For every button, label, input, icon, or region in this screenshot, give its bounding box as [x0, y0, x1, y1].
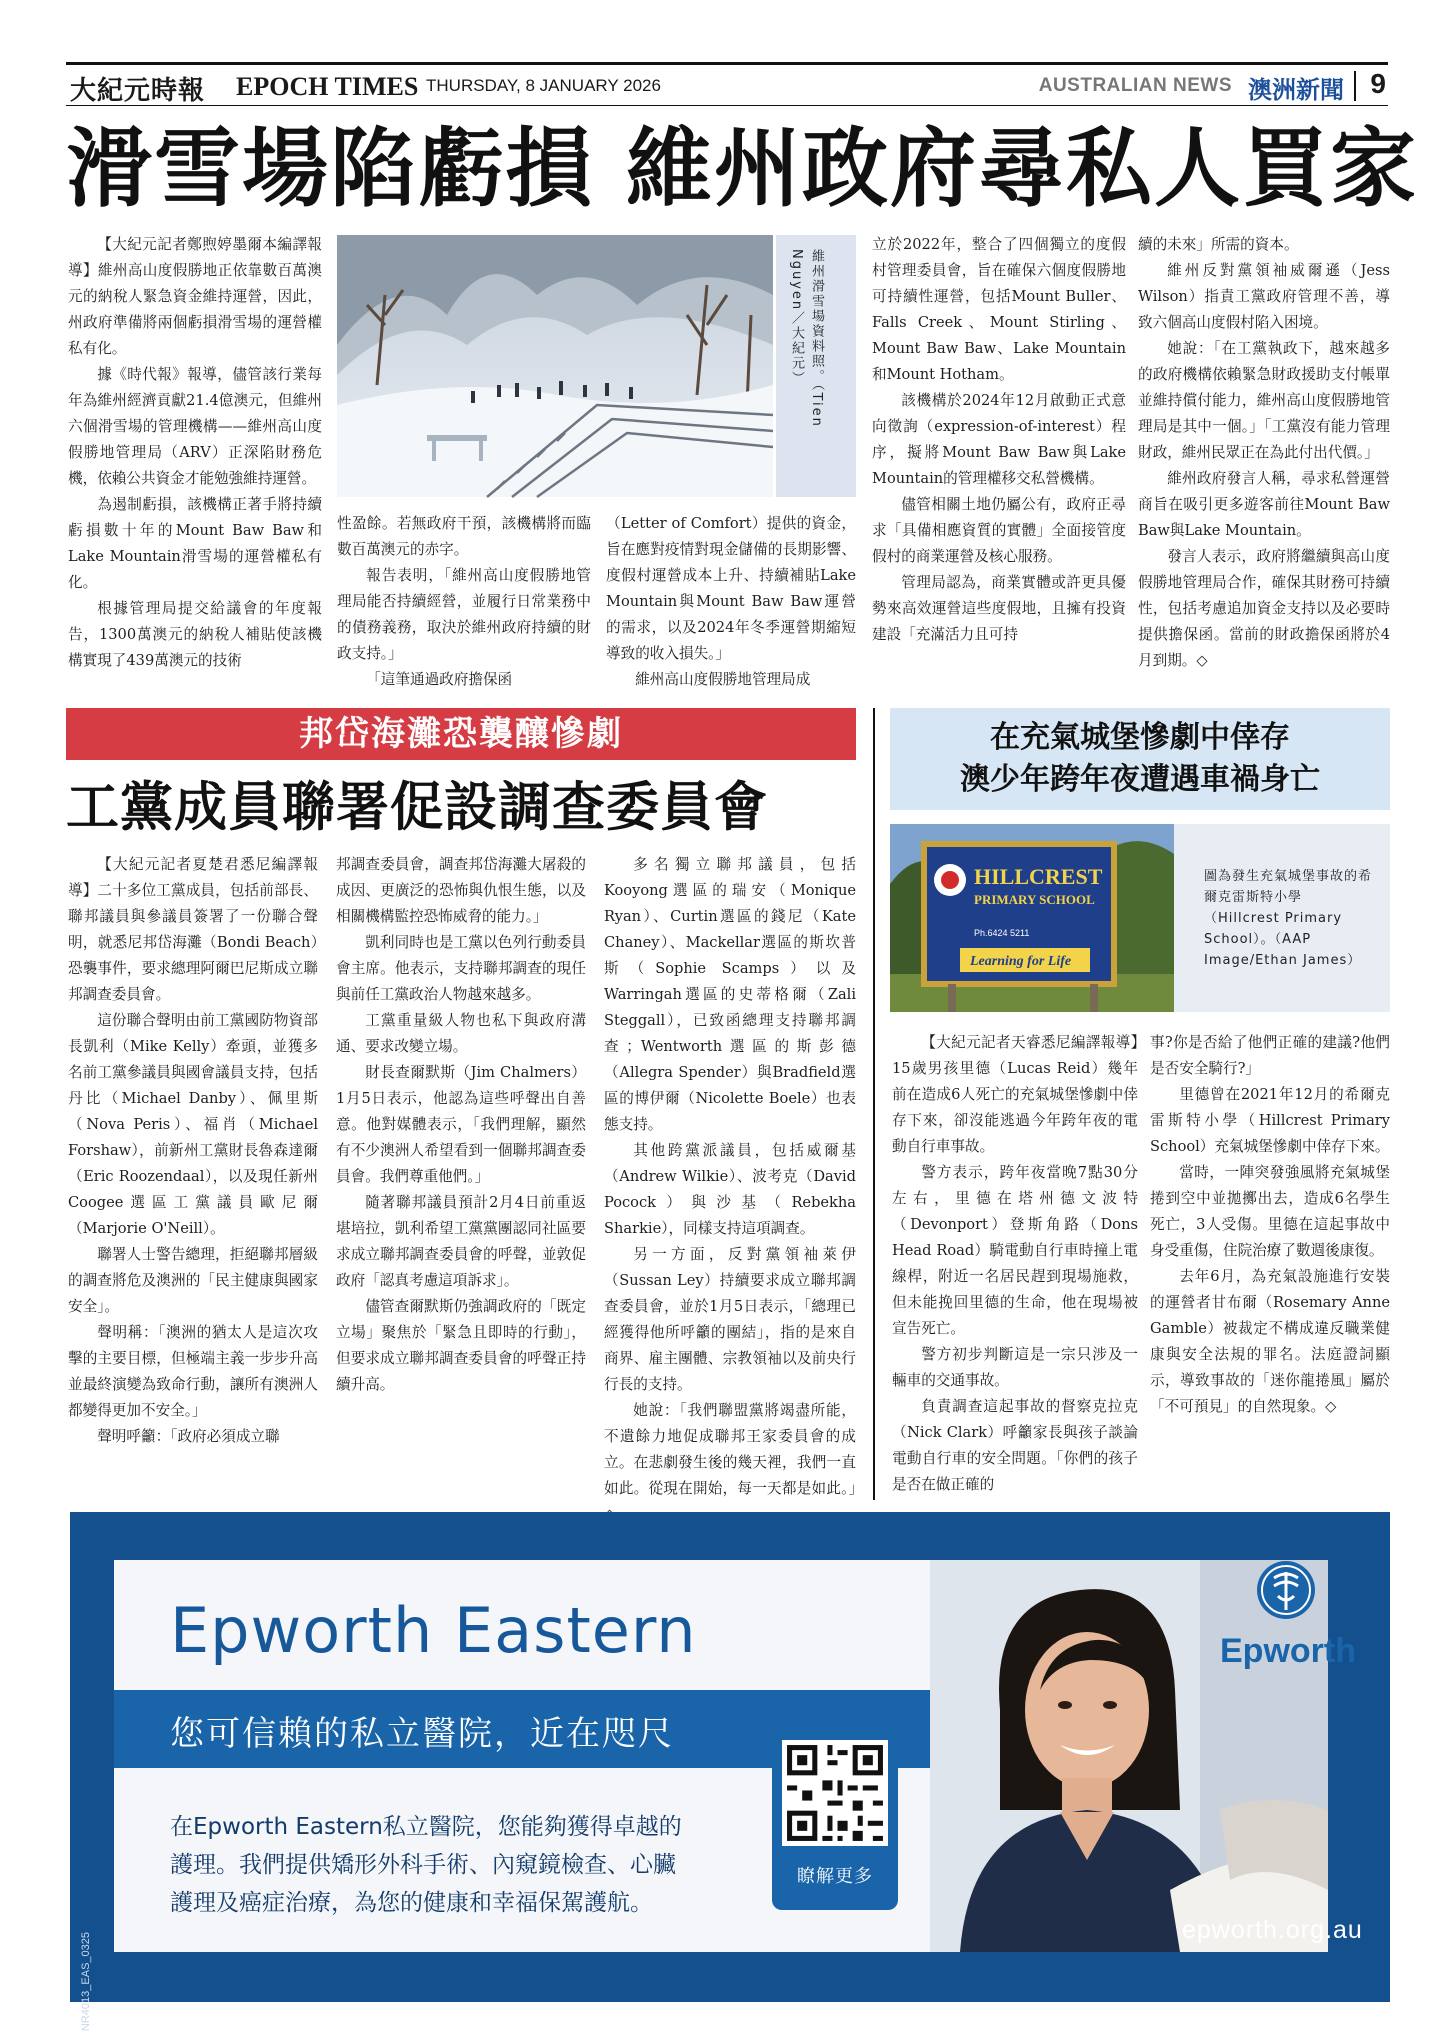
- article1-column-4: [872, 232, 1126, 692]
- paragraph: 聲明稱：「澳洲的猶太人是這次攻擊的主要目標，但極端主義一步步升高並最終演變為致命行動，讓所有澳洲人都變得更加不安全。」: [68, 1324, 318, 1419]
- paragraph: 續的未來」所需的資本。: [1138, 236, 1299, 253]
- paragraph: 據《時代報》報導，儘管該行業每年為維州經濟貢獻21.4億澳元，但維州六個滑雪場的管理機構——維州高山度假勝地管理局（ARV）正深陷財務危機，依賴公共資金才能勉強維持運營。: [68, 366, 322, 487]
- sign-text-motto: Learning for Life: [970, 954, 1072, 969]
- paragraph: 聯署人士警告總理，拒絕聯邦層級的調查將危及澳洲的「民主健康與國家安全」。: [68, 1246, 318, 1315]
- column-divider: [873, 708, 875, 1500]
- paragraph: 警方初步判斷這是一宗只涉及一輛車的交通事故。: [892, 1346, 1138, 1389]
- paragraph: 立於2022年，整合了四個獨立的度假村管理委員會，旨在確保六個度假勝地可持續性運營，包括Mount Buller、Falls Creek、Mount Stirling、Mount Baw Baw、Lake Mountain和Mount Hotham。: [872, 236, 1126, 383]
- paragraph: 根據管理局提交給議會的年度報告，1300萬澳元的納稅人補貼使該機構實現了439萬澳元的技術: [68, 600, 322, 669]
- paragraph: 發言人表示，政府將繼續與高山度假勝地管理局合作，確保其財務可持續性，包括考慮追加資金支持以及必要時提供擔保函。當前的財政擔保函將於4月到期。◇: [1138, 548, 1390, 669]
- section-name-cn: 澳洲新聞: [1248, 76, 1344, 104]
- paragraph: 維州反對黨領袖威爾遜（Jess Wilson）指責工黨政府管理不善，導致六個高山度假村陷入困境。: [1138, 262, 1390, 331]
- school-sign-photo-image: [890, 824, 1174, 1012]
- paragraph: 【大紀元記者夏楚君悉尼編譯報導】二十多位工黨成員，包括前部長、聯邦議員與參議員簽署了一份聯合聲明，就悉尼邦岱海灘（Bondi Beach）恐襲事件，要求總理阿爾巴尼斯成立聯邦調查委員會。: [68, 856, 318, 1003]
- paragraph: 去年6月，為充氣設施進行安裝的運營者甘布爾（Rosemary Anne Gamble）被裁定不構成違反職業健康與安全法規的罪名。法庭證詞顯示，導致事故的「迷你龍捲風」屬於「不可預見」的自然現象。◇: [1150, 1268, 1390, 1415]
- ad-tagline: 您可信賴的私立醫院，近在咫尺: [170, 1714, 674, 1754]
- paragraph: 當時，一陣突發強風將充氣城堡捲到空中並拋擲出去，造成6名學生死亡，3人受傷。里德在這起事故中身受重傷，住院治療了數週後康復。: [1150, 1164, 1390, 1259]
- paragraph: （Letter of Comfort）提供的資金，旨在應對疫情對現金儲備的長期影響、度假村運營成本上升、持續補貼Lake Mountain與Mount Baw Baw運營的需求，以及2024年冬季運營期縮短導致的收入損失。」: [606, 515, 856, 662]
- paragraph: 【大紀元記者天睿悉尼編譯報導】15歲男孩里德（Lucas Reid）幾年前在造成6人死亡的充氣城堡慘劇中倖存下來，卻沒能逃過今年跨年夜的電動自行車事故。: [892, 1034, 1138, 1155]
- paragraph: 維州政府發言人稱，尋求私營運營商旨在吸引更多遊客前往Mount Baw Baw與Lake Mountain。: [1138, 470, 1390, 539]
- ski-photo-caption: [776, 235, 856, 497]
- epworth-advertisement[interactable]: [70, 1512, 1390, 2032]
- ski-resort-photo-image: [337, 235, 773, 497]
- ski-photo-caption-text: 維州滑雪場資料照。（Tien Nguyen／大紀元）: [789, 249, 824, 428]
- epworth-logo-icon: [1256, 1556, 1316, 1624]
- article3-headline-line-1: 在充氣城堡慘劇中倖存: [990, 720, 1290, 755]
- paragraph: 警方表示，跨年夜當晚7點30分左右，里德在塔州德文波特（Devonport）登斯角路（Dons Head Road）騎電動自行車時撞上電線桿，附近一名居民趕到現場施救，但未能挽回里德的生命，他在現場被宣告死亡。: [892, 1164, 1138, 1337]
- qr-code-icon[interactable]: [782, 1740, 888, 1846]
- paragraph: 這份聯合聲明由前工黨國防物資部長凱利（Mike Kelly）牽頭，並獲多名前工黨參議員與國會議員支持，包括丹比（Michael Danby）、佩里斯（Nova Peris）、福肖（Michael Forshaw），前新州工黨財長魯森達爾（Eric Roozendaal），以及現任新州Coogee選區工黨議員歐尼爾（Marjorie O'Neill）。: [68, 1012, 318, 1237]
- article3-column-1: [892, 1030, 1138, 1492]
- article2-column-2: [336, 852, 586, 1492]
- paragraph: 報告表明，「維州高山度假勝地管理局能否持續經營，並履行日常業務中的債務義務，取決於維州政府持續的財政支持。」: [337, 567, 591, 662]
- sign-text-hillcrest: HILLCREST: [974, 864, 1103, 889]
- paragraph: 工黨重量級人物也私下與政府溝通、要求改變立場。: [336, 1012, 586, 1055]
- ad-title: Epworth Eastern: [170, 1594, 697, 1667]
- paragraph: 「這筆通過政府擔保函: [366, 671, 513, 688]
- paragraph: 事?你是否給了他們正確的建議?他們是否安全騎行?」: [1150, 1034, 1390, 1077]
- paragraph: 為遏制虧損，該機構正著手將持續虧損數十年的Mount Baw Baw和Lake Mountain滑雪場的運營權私有化。: [68, 496, 322, 591]
- paragraph: 儘管相關土地仍屬公有，政府正尋求「具備相應資質的實體」全面接管度假村的商業運營及核心服務。: [872, 496, 1126, 565]
- school-sign-photo: [890, 824, 1174, 1012]
- article3-headline-box: [890, 708, 1390, 810]
- article3-column-2: [1150, 1030, 1390, 1492]
- page-number: 9: [1370, 68, 1386, 99]
- article1-column-1: [68, 232, 322, 692]
- paragraph: 儘管查爾默斯仍強調政府的「既定立場」聚焦於「緊急且即時的行動」，但要求成立聯邦調查委員會的呼聲正持續升高。: [336, 1298, 586, 1393]
- paper-name-cn: 大紀元時報: [70, 76, 206, 106]
- article1-headline: 滑雪場陷虧損 維州政府尋私人買家: [66, 118, 1418, 219]
- paragraph: 【大紀元記者鄭煦婷墨爾本編譯報導】維州高山度假勝地正依靠數百萬澳元的納稅人緊急資金維持運營，因此，州政府準備將兩個虧損滑雪場的運營權私有化。: [68, 236, 322, 357]
- article2-column-3: [604, 852, 856, 1497]
- ad-website-link[interactable]: epworth.org.au: [1182, 1916, 1363, 1944]
- article2-headline: 工黨成員聯署促設調查委員會: [66, 777, 768, 838]
- section-name-en: AUSTRALIAN NEWS: [1038, 75, 1232, 96]
- qr-code-image: [782, 1740, 888, 1846]
- learn-more-button[interactable]: 瞭解更多: [797, 1866, 873, 1887]
- paragraph: 多名獨立聯邦議員，包括Kooyong選區的瑞安（Monique Ryan）、Curtin選區的錢尼（Kate Chaney）、Mackellar選區的斯坎普斯（Sophie Scamps）以及Warringah選區的史蒂格爾（Zali Steggall），已致函總理支持聯邦調查；Wentworth選區的斯彭德（Allegra Spender）與Bradfield選區的博伊爾（Nicolette Boele）也表態支持。: [604, 856, 856, 1133]
- article1-column-3: [606, 511, 856, 693]
- paragraph: 負責調查這起事故的督察克拉克（Nick Clark）呼籲家長與孩子談論電動自行車的安全問題。「你們的孩子是否在做正確的: [892, 1398, 1138, 1493]
- article1-column-5: [1138, 232, 1390, 692]
- article3-headline-line-2: 澳少年跨年夜遭遇車禍身亡: [960, 762, 1320, 797]
- ski-resort-photo: [337, 235, 773, 497]
- paragraph: 邦調查委員會，調查邦岱海灘大屠殺的成因、更廣泛的恐怖與仇恨生態，以及相關機構監控恐怖威脅的能力。」: [336, 856, 586, 925]
- paragraph: 她說：「在工黨執政下，越來越多的政府機構依賴緊急財政援助支付帳單並維持償付能力，維州高山度假勝地管理局是其中一個。」「工黨沒有能力管理財政，維州民眾正在為此付出代價。」: [1138, 340, 1390, 461]
- sign-text-primary-school: PRIMARY SCHOOL: [974, 892, 1095, 907]
- paper-name-en: EPOCH TIMES: [236, 72, 419, 101]
- article2-kicker: 邦岱海灘恐襲釀慘劇: [66, 708, 856, 760]
- ad-body-text: 在Epworth Eastern私立醫院，您能夠獲得卓越的護理。我們提供矯形外科手術、內窺鏡檢查、心臟護理及癌症治療，為您的健康和幸福保駕護航。: [170, 1814, 682, 1916]
- paragraph: 凱利同時也是工黨以色列行動委員會主席。他表示，支持聯邦調查的現任與前任工黨政治人物越來越多。: [336, 934, 586, 1003]
- masthead-separator: [1354, 71, 1356, 101]
- paragraph: 性盈餘。若無政府干預，該機構將而臨數百萬澳元的赤字。: [337, 515, 591, 558]
- paragraph: 她說：「我們聯盟黨將竭盡所能，不遺餘力地促成聯邦王家委員會的成立。在悲劇發生後的幾天裡，我們一直如此。從現在開始，每一天都是如此。」: [604, 1402, 856, 1497]
- issue-date: THURSDAY, 8 JANUARY 2026: [426, 76, 661, 95]
- sign-text-phone: Ph.6424 5211: [974, 928, 1030, 938]
- paragraph: 里德曾在2021年12月的希爾克雷斯特小學（Hillcrest Primary School）充氣城堡慘劇中倖存下來。: [1150, 1086, 1390, 1155]
- paragraph: 管理局認為，商業實體或許更具優勢來高效運營這些度假地，且擁有投資建設「充滿活力且可持: [872, 574, 1126, 643]
- ad-reference-code: NR4013_EAS_0325: [80, 1932, 92, 2032]
- paragraph: 聲明呼籲：「政府必須成立聯: [97, 1428, 280, 1445]
- paragraph: 該機構於2024年12月啟動正式意向徵詢（expression-of-interest）程序，擬將Mount Baw Baw與Lake Mountain的管理權移交私營機構。: [872, 392, 1126, 487]
- paragraph: 維州高山度假勝地管理局成: [635, 671, 811, 688]
- school-photo-caption: 圖為發生充氣城堡事故的希爾克雷斯特小學（Hillcrest Primary School）。（AAP Image/Ethan James）: [1174, 824, 1390, 1012]
- paragraph: 隨著聯邦議員預計2月4日前重返堪培拉，凱利希望工黨黨團認同社區要求成立聯邦調查委員會的呼聲，並敦促政府「認真考慮這項訴求」。: [336, 1194, 586, 1289]
- paragraph: 財長查爾默斯（Jim Chalmers）1月5日表示，他認為這些呼聲出自善意。他對媒體表示，「我們理解，顯然有不少澳洲人希望看到一個聯邦調查委員會。我們尊重他們。」: [336, 1064, 586, 1185]
- article1-column-2: [337, 511, 591, 693]
- article2-column-1: [68, 852, 318, 1492]
- paragraph: 另一方面，反對黨領袖萊伊（Sussan Ley）持續要求成立聯邦調查委員會，並於1月5日表示，「總理已經獲得他所呼籲的團結」，指的是來自商界、雇主團體、宗教領袖以及前央行行長的支持。: [604, 1246, 856, 1393]
- epworth-logo-text: Epworth: [1220, 1632, 1356, 1670]
- masthead: [66, 62, 1388, 106]
- paragraph: 其他跨黨派議員，包括威爾基（Andrew Wilkie）、波考克（David Pocock）與沙基（Rebekha Sharkie），同樣支持這項調查。: [604, 1142, 856, 1237]
